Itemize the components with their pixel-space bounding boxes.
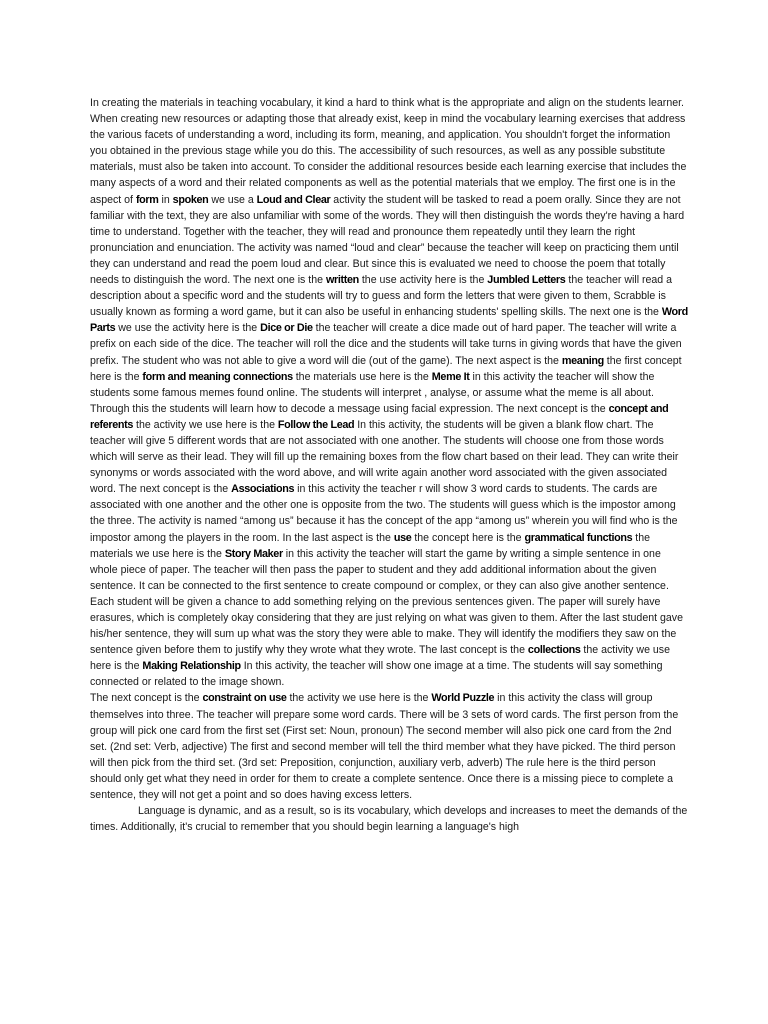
text-run: in this activity the teacher r will show 3 word cards to students. The cards are associated with one another and the other one is opposite from the two. The students will guess which is the impostor among the three. The activity is named “among us” because it has the concept of the app “among us” wherein you will find who is the impostor among the players in the room. In the last aspect is the <box>90 483 678 544</box>
text-run: the concept here is the <box>411 531 525 544</box>
text-run: the activity we use here is the <box>90 644 670 673</box>
text-run: The next concept is the <box>90 692 203 705</box>
highlighted-term: Loud and Clear <box>256 193 331 206</box>
highlighted-term: Jumbled Letters <box>487 274 566 287</box>
text-run: we use a <box>208 193 257 206</box>
text-run: in this activity the class will group themselves into three. The teacher will prepare some word cards. There will be 3 sets of word cards. The first person from the group will pick one card from the first set (First set: Noun, pronoun) The second member will also pick one card from the 2nd set. (2nd set: Verb, adjective) The first and second member will tell the third member what they have picked. The third person will then pick from the third set. (3rd set: Preposition, conjunction, auxiliary verb, adverb) The rule here is the third person should only get what they need in order for them to create a complete sentence. Once there is a missing piece to complete a sentence, they will not get a point and so does having excess letters. <box>90 692 679 802</box>
text-run: activity the student will be tasked to read a poem orally. Since they are not familiar with the text, they are also unfamiliar with some of the words. They will then distinguish the words they're having a hard time to understand. Together with the teacher, they will read and pronounce them repeatedly until they learn the right pronunciation and enunciation. The activity was named “loud and clear” because the teacher will keep on practicing them until they can understand and read the poem loud and clear. But since this is evaluated we need to choose the poem that totally needs to distinguish the word. The next one is the <box>90 193 685 287</box>
text-run: in this activity the teacher will start the game by writing a simple sentence in one whole piece of paper. The teacher will then pass the paper to student and they add additional information about the given sentence. It can be connected to the first sentence to create compound or complex, or they can also give another sentence. Each student will be given a chance to add something relying on the previous sentences given. The paper will surely have erasures, which is completely okay considering that they are just relying on what was given to them. After the last student gave his/her sentence, they will sum up what was the story they were able to make. They will identify the modifiers they saw on the sentence given before them to justify why they wrote what they wrote. The last concept is the <box>90 547 683 657</box>
highlighted-term: Associations <box>231 483 295 496</box>
text-run: the first concept here is the <box>90 354 682 383</box>
highlighted-term: Making Relationship <box>142 660 241 673</box>
text-run: we use the activity here is the <box>115 322 261 335</box>
paragraph-constraint-on-use <box>90 690 688 803</box>
text-run: the materials we use here is the <box>90 531 650 560</box>
text-run: the use activity here is the <box>358 274 488 287</box>
highlighted-term: grammatical functions <box>524 531 633 544</box>
text-run: In this activity, the teacher will show one image at a time. The students will say something connected or related to the image shown. <box>90 660 663 689</box>
highlighted-term: form and meaning connections <box>142 370 293 383</box>
highlighted-term: written <box>325 274 359 287</box>
highlighted-term: collections <box>527 644 581 657</box>
text-run: in <box>158 193 173 206</box>
highlighted-term: Follow the Lead <box>277 418 355 431</box>
text-run: the teacher will create a dice made out of hard paper. The teacher will write a prefix on each side of the dice. The teacher will roll the dice and the students will take turns in giving words that have the given prefix. The student who was not able to give a word will die (out of the game). The next aspect is the <box>90 322 682 367</box>
text-run: in this activity the teacher will show the students some famous memes found online. The students will interpret , analyse, or assume what the meme is all about. Through this the students will learn how to decode a message using facial expression. The next concept is the <box>90 370 655 415</box>
highlighted-term: Meme It <box>431 370 470 383</box>
text-run: the activity we use here is the <box>286 692 432 705</box>
text-run: In this activity, the students will be given a blank flow chart. The teacher will give 5 different words that are not associated with one another. The students will choose one from those words which will serve as their lead. They will fill up the remaining boxes from the flow chart based on their lead. They can write their synonyms or words associated with the word above, and will write again another word associated with the given associated word. The next concept is the <box>90 418 679 496</box>
text-run: the teacher will read a description about a specific word and the students will try to guess and form the letters that were given to them, Scrabble is usually known as forming a word game, but it can also be useful in enhancing students' spelling skills. The next one is the <box>90 274 673 319</box>
paragraph-language-dynamic <box>90 803 688 835</box>
highlighted-term: concept and referents <box>90 402 669 431</box>
highlighted-term: meaning <box>561 354 604 367</box>
highlighted-term: constraint on use <box>202 692 287 705</box>
text-run: Language is dynamic, and as a result, so is its vocabulary, which develops and increases to meet the demands of the times. Additionally, it's crucial to remember that you should begin learning a language's high <box>90 805 688 834</box>
highlighted-term: World Puzzle <box>431 692 495 705</box>
text-run: the materials use here is the <box>292 370 432 383</box>
text-run: the activity we use here is the <box>133 418 278 431</box>
highlighted-term: Dice or Die <box>260 322 313 335</box>
highlighted-term: Word Parts <box>90 306 688 335</box>
highlighted-term: form <box>135 193 159 206</box>
highlighted-term: spoken <box>172 193 209 206</box>
text-run: In creating the materials in teaching vocabulary, it kind a hard to think what is the appropriate and align on the students learner. When creating new resources or adapting those that already exist, keep in mind the vocabulary learning exercises that address the various facets of understanding a word, including its form, meaning, and application. You shouldn't forget the information you obtained in the previous stage while you do this. The accessibility of such resources, as well as any possible substitute materials, must also be taken into account. To consider the additional resources beside each learning exercise that includes the many aspects of a word and their related components as well as the potential materials that we employ. The first one is in the aspect of <box>90 97 687 206</box>
paragraph-materials <box>90 95 688 690</box>
highlighted-term: use <box>393 531 412 544</box>
document-body <box>90 95 688 835</box>
highlighted-term: Story Maker <box>224 547 283 560</box>
